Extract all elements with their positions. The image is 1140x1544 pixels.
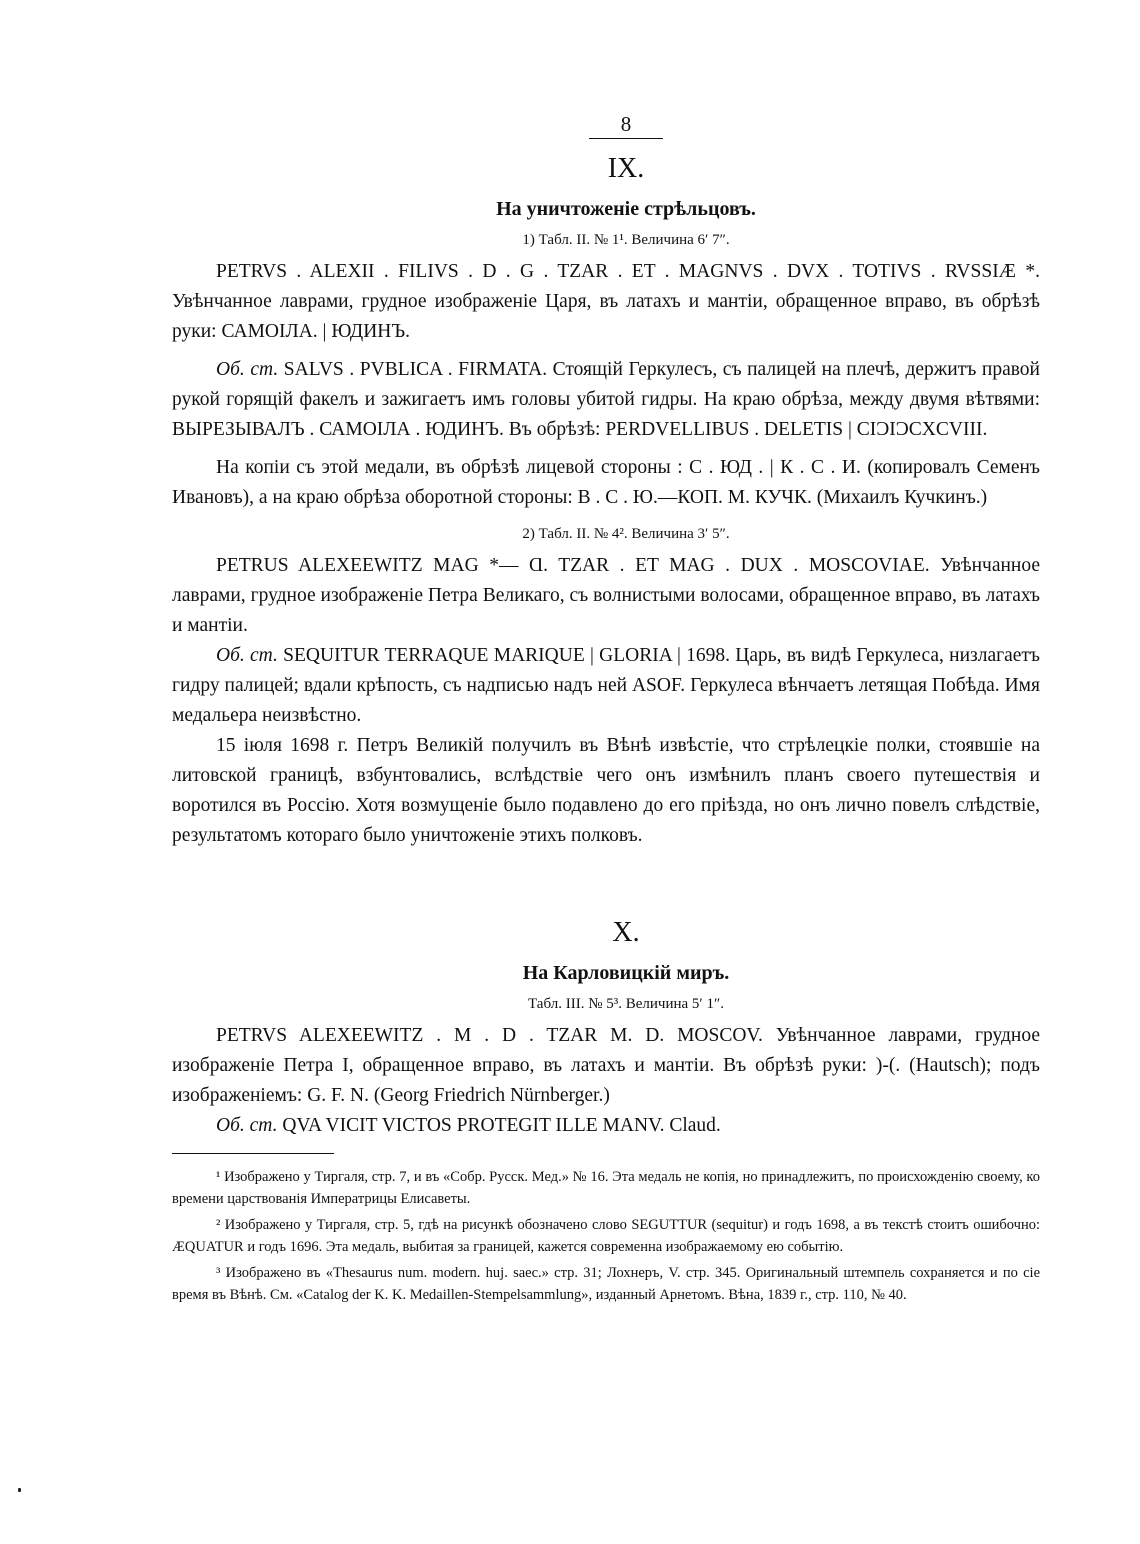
medal-ix-2-reverse-paragraph (172, 641, 1040, 731)
history-paragraph: 15 іюля 1698 г. Петръ Великій получилъ въ Вѣнѣ извѣстіе, что стрѣлецкіе полки, стоявшіе на литовской границѣ, взбунтовались, вслѣдствіе чего онъ измѣнилъ планъ своего путешествія и воротился въ Россію. Хотя возмущеніе было подавлено до его пріѣзда, но онъ лично повелъ слѣдствіе, результатомъ котораго было уничтоженіе этихъ полковъ. (172, 735, 1040, 846)
page-number-rule (589, 138, 663, 139)
medal-x-1-caption: Табл. III. № 5³. Величина 5′ 1″. (528, 996, 724, 1012)
medal-x-1-reverse: QVA VICIT VICTOS PROTEGIT ILLE MANV. Claud. (282, 1115, 721, 1136)
medal-ix-1-reverse: SALVS . PVBLICA . FIRMATA. Стоящій Геркулесъ, съ палицей на плечѣ, держитъ правой рукой горящій факелъ и зажигаетъ имъ головы убитой гидры. На краю обрѣза, между двумя вѣтвями: ВЫРЕЗЫВАЛЪ . САМОІЛА . ЮДИНЪ. Въ обрѣзѣ: PERDVELLIBUS . DELETIS | CIƆIƆCXCVIII. (172, 359, 1040, 440)
reverse-label: Об. ст. (216, 1115, 278, 1136)
scan-speck (18, 1488, 21, 1492)
page (172, 110, 1040, 1310)
medal-ix-1-obverse: PETRVS . ALEXII . FILIVS . D . G . TZAR . ET . MAGNVS . DVX . TOTIVS . RVSSIÆ *. Увѣнчанное лаврами, грудное изображеніе Царя, въ латахъ и мантіи, обращенное вправо, въ обрѣзѣ руки: САМОІЛА. | ЮДИНЪ. (172, 261, 1040, 342)
section-gap (172, 851, 1040, 903)
section-ix-title: На уничтоженіе стрѣльцовъ. (496, 198, 756, 220)
section-ix-numeral: IX. (607, 153, 645, 184)
medal-ix-2-reverse: SEQUITUR TERRAQUE MARIQUE | GLORIA | 1698. Царь, въ видѣ Геркулеса, низлагаетъ гидру палицей; вдали крѣпость, съ надписью надъ ней ASOF. Геркулеса вѣнчаетъ летящая Побѣда. Имя медальера неизвѣстно. (172, 645, 1041, 726)
footnote-1: ¹ Изображено у Тиргаля, стр. 7, и въ «Собр. Русск. Мед.» № 16. Эта медаль не копія, но принадлежитъ, по происхожденію своему, ко времени царствованія Императрицы Елисаветы. (172, 1169, 1040, 1207)
medal-ix-1-caption: 1) Табл. II. № 1¹. Величина 6′ 7″. (522, 232, 730, 248)
footnote-2: ² Изображено у Тиргаля, стр. 5, гдѣ на рисункѣ обозначено слово SEGUTTUR (sequitur) и годъ 1698, а въ текстѣ стоитъ ошибочно: ÆQUATUR и годъ 1696. Эта медаль, выбитая за границей, кажется современна изображаемому ею событію. (172, 1217, 1040, 1255)
medal-ix-2-obverse: PETRUS ALEXEEWITZ MAG *— Ɑ. TZAR . ET MAG . DUX . MOSCOVIAE. Увѣнчанное лаврами, грудное изображеніе Петра Великаго, съ волнистыми волосами, обращенное вправо, въ латахъ и мантіи. (172, 555, 1040, 636)
section-x-numeral: X. (612, 917, 640, 948)
reverse-label: Об. ст. (216, 645, 278, 666)
footnote-rule (172, 1153, 334, 1154)
reverse-label: Об. ст. (216, 359, 279, 380)
medal-ix-1-reverse-paragraph (172, 355, 1040, 445)
medal-ix-1-copy-note: На копіи съ этой медали, въ обрѣзѣ лицевой стороны : С . ЮД . | К . С . И. (копировалъ Семенъ Ивановъ), а на краю обрѣза оборотной стороны: В . С . Ю.—КОП. М. КУЧК. (Михаилъ Кучкинъ.) (172, 457, 1040, 508)
medal-x-1-obverse: PETRVS ALEXEEWITZ . M . D . TZAR M. D. MOSCOV. Увѣнчанное лаврами, грудное изображеніе Петра I, обращенное вправо, въ латахъ и мантіи. Въ обрѣзѣ руки: )-(. (Hautsch); подъ изображеніемъ: G. F. N. (Georg Friedrich Nürnberger.) (172, 1025, 1040, 1106)
medal-ix-2-caption: 2) Табл. II. № 4². Величина 3′ 5″. (522, 526, 730, 542)
footnote-3: ³ Изображено въ «Thesaurus num. modern. huj. saec.» стр. 31; Лохнеръ, V. стр. 345. Оригинальный штемпель сохраняется и по сіе время въ Вѣнѣ. См. «Catalog der K. K. Medaillen-Stempelsammlung», изданный Арнетомъ. Вѣна, 1839 г., стр. 110, № 40. (172, 1265, 1040, 1303)
page-number: 8 (620, 112, 632, 136)
medal-x-1-reverse-paragraph (172, 1111, 1040, 1141)
section-x-title: На Карловицкій миръ. (522, 962, 730, 984)
